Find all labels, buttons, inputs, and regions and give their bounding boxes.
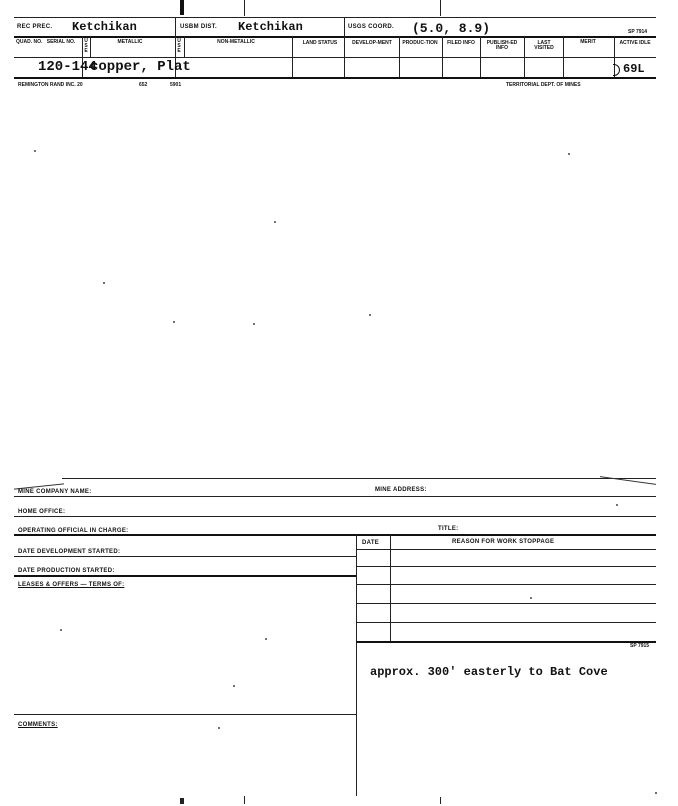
form-number: SP 7914 [628,29,648,35]
col-serial: SERIAL NO. [46,39,76,45]
col-quad: QUAD. NO. [16,39,43,45]
printer-imprint: REMINGTON RAND INC. 20 [18,82,83,88]
col-land-status: LAND STATUS [302,40,338,46]
col-active-idle: ACTIVE IDLE [619,40,651,46]
bracket-mark [613,64,620,76]
punch-mark [180,0,184,15]
col-filed-info: FILED INFO [447,40,475,46]
leases-offers-label: LEASES & OFFERS — TERMS OF: [18,582,125,588]
record-active-idle: 69L [623,62,645,76]
title-label: TITLE: [438,526,459,532]
remark-text: approx. 300' easterly to Bat Cove [370,665,608,679]
col-metallic: METALLIC [117,39,143,45]
mine-company-label: MINE COMPANY NAME: [18,489,92,495]
col-use-a: U S E [84,38,88,54]
record-quad-serial: 120-144 [38,59,97,75]
stoppage-reason-header: REASON FOR WORK STOPPAGE [452,539,555,545]
rec-prec-value: Ketchikan [72,20,137,34]
date-production-label: DATE PRODUCTION STARTED: [18,568,115,574]
usbm-dist-value: Ketchikan [238,20,303,34]
col-production: PRODUC-TION [402,40,438,46]
code-a: 652 [139,82,148,88]
record-metallic: copper, Plat [90,59,191,75]
mine-address-label: MINE ADDRESS: [375,487,427,493]
col-published-info: PUBLISH-ED INFO [486,40,518,51]
home-office-label: HOME OFFICE: [18,509,66,515]
col-use-b: U S E [177,38,181,54]
usgs-coord-value: (5.0, 8.9) [412,21,491,36]
department-imprint: TERRITORIAL DEPT. OF MINES [506,82,581,88]
usbm-dist-label: USBM DIST. [180,24,218,30]
date-development-label: DATE DEVELOPMENT STARTED: [18,549,121,555]
col-development: DEVELOP-MENT [352,40,392,46]
comments-label: COMMENTS: [18,722,58,728]
col-last-visited: LAST VISITED [534,40,554,51]
rec-prec-label: REC PREC. [17,24,53,30]
col-merit: MERIT [580,39,596,45]
operating-official-label: OPERATING OFFICIAL IN CHARGE: [18,528,129,534]
form-number-2: SP 7915 [630,643,650,649]
usgs-coord-label: USGS COORD. [348,24,394,30]
code-b: 5901 [170,82,182,88]
col-non-metallic: NON-METALLIC [217,39,255,45]
stoppage-date-header: DATE [362,540,380,546]
